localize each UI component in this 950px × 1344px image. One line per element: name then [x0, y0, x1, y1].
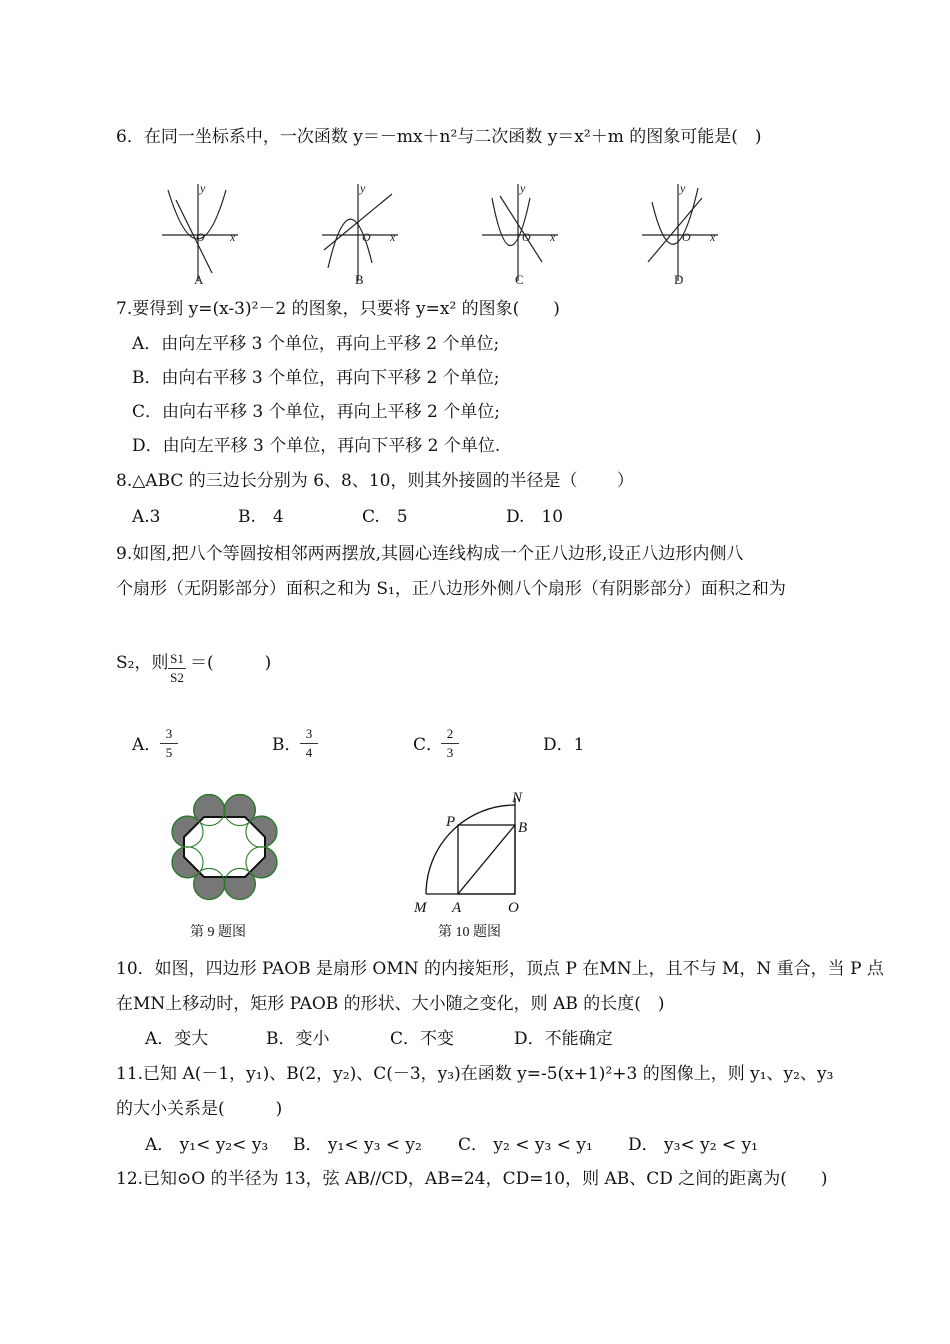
q11-option-c: C． y₂ < y₃ < y₁ — [458, 1135, 593, 1155]
q8-text: 8.△ABC 的三边长分别为 6、8、10，则其外接圆的半径是（ ） — [116, 471, 634, 491]
svg-text:D: D — [674, 272, 684, 287]
q9-ratio: S1 S2 — [168, 651, 186, 686]
q9-line3-suffix: ＝( ) — [190, 653, 272, 673]
q8-option-b: B. 4 — [238, 507, 284, 527]
q7-option-d: D．由向左平移 3 个单位，再向下平移 2 个单位. — [132, 436, 501, 456]
q8-option-c: C. 5 — [362, 507, 408, 527]
q9-line2: 个扇形（无阴影部分）面积之和为 S₁，正八边形外侧八个扇形（有阴影部分）面积之和为 — [116, 579, 786, 599]
svg-text:y: y — [680, 181, 686, 195]
q8-option-d: D. 10 — [506, 507, 564, 527]
graph-d — [642, 184, 718, 281]
svg-text:O: O — [682, 230, 691, 244]
octagon — [184, 817, 265, 877]
q10-line1: 10．如图，四边形 PAOB 是扇形 OMN 的内接矩形，顶点 P 在MN上，且不与 M，N 重合，当 P 点 — [116, 959, 884, 979]
q7-text: 7.要得到 y=(x-3)²－2 的图象，只要将 y=x² 的图象( ) — [116, 299, 560, 319]
svg-text:A: A — [452, 900, 462, 916]
svg-text:C: C — [515, 272, 524, 287]
q9-option-b-frac: 3 4 — [300, 726, 318, 761]
svg-text:y: y — [360, 181, 366, 195]
svg-text:O: O — [196, 230, 205, 244]
q7-option-a: A．由向左平移 3 个单位，再向上平移 2 个单位; — [132, 334, 500, 354]
figure-10-caption: 第 10 题图 — [438, 925, 501, 940]
q11-option-b: B． y₁< y₃ < y₂ — [293, 1135, 422, 1155]
svg-text:y: y — [520, 181, 526, 195]
figure-9-caption: 第 9 题图 — [190, 925, 246, 940]
q6-text: 6．在同一坐标系中，一次函数 y＝－mx＋n²与二次函数 y＝x²＋m 的图象可能是( ) — [116, 127, 762, 147]
graph-c — [482, 184, 558, 281]
figure-10 — [410, 788, 540, 918]
svg-text:x: x — [710, 230, 716, 244]
q10-option-a: A．变大 — [145, 1029, 209, 1049]
svg-text:x: x — [230, 230, 236, 244]
svg-text:M: M — [414, 900, 427, 916]
q8-option-a: A.3 — [132, 507, 161, 527]
q7-option-c: C．由向右平移 3 个单位，再向上平移 2 个单位; — [132, 402, 500, 422]
svg-text:N: N — [512, 790, 523, 806]
svg-text:x: x — [550, 230, 556, 244]
svg-text:B: B — [518, 820, 528, 836]
q10-option-b: B．变小 — [266, 1029, 330, 1049]
q9-line1: 9.如图,把八个等圆按相邻两两摆放,其圆心连线构成一个正八边形,设正八边形内侧八 — [116, 544, 744, 564]
q11-option-d: D． y₃< y₂ < y₁ — [628, 1135, 758, 1155]
q10-option-c: C．不变 — [390, 1029, 455, 1049]
q9-option-a-label: A． — [132, 735, 162, 755]
q11-option-a: A． y₁< y₂< y₃ — [145, 1135, 269, 1155]
svg-text:P: P — [446, 814, 456, 830]
q9-option-c-frac: 2 3 — [441, 726, 459, 761]
svg-text:A: A — [194, 272, 204, 287]
graph-b — [322, 184, 398, 281]
figure-9 — [170, 792, 290, 902]
svg-text:x: x — [390, 230, 396, 244]
q9-option-c-label: C． — [413, 735, 444, 755]
q10-option-d: D．不能确定 — [514, 1029, 613, 1049]
svg-text:B: B — [355, 272, 364, 287]
svg-text:O: O — [522, 230, 531, 244]
q11-line1: 11.已知 A(－1，y₁)、B(2，y₂)、C(－3，y₃)在函数 y=-5(x+1)²+3 的图像上，则 y₁、y₂、y₃ — [116, 1064, 834, 1084]
q9-option-b-label: B． — [272, 735, 302, 755]
q12-text: 12.已知⊙O 的半径为 13，弦 AB//CD，AB=24，CD=10，则 AB、CD 之间的距离为( ) — [116, 1169, 828, 1189]
q9-option-a-frac: 3 5 — [160, 726, 178, 761]
q11-line2: 的大小关系是( ) — [116, 1099, 283, 1119]
svg-text:O: O — [362, 230, 371, 244]
q9-line3-prefix: S₂，则 — [116, 653, 169, 673]
q10-line2: 在MN上移动时，矩形 PAOB 的形状、大小随之变化，则 AB 的长度( ) — [116, 994, 665, 1014]
q7-option-b: B．由向右平移 3 个单位，再向下平移 2 个单位; — [132, 368, 500, 388]
svg-text:O: O — [508, 900, 519, 916]
svg-text:y: y — [200, 181, 206, 195]
q6-graphs — [150, 178, 750, 293]
q9-option-d: D．1 — [543, 735, 585, 755]
